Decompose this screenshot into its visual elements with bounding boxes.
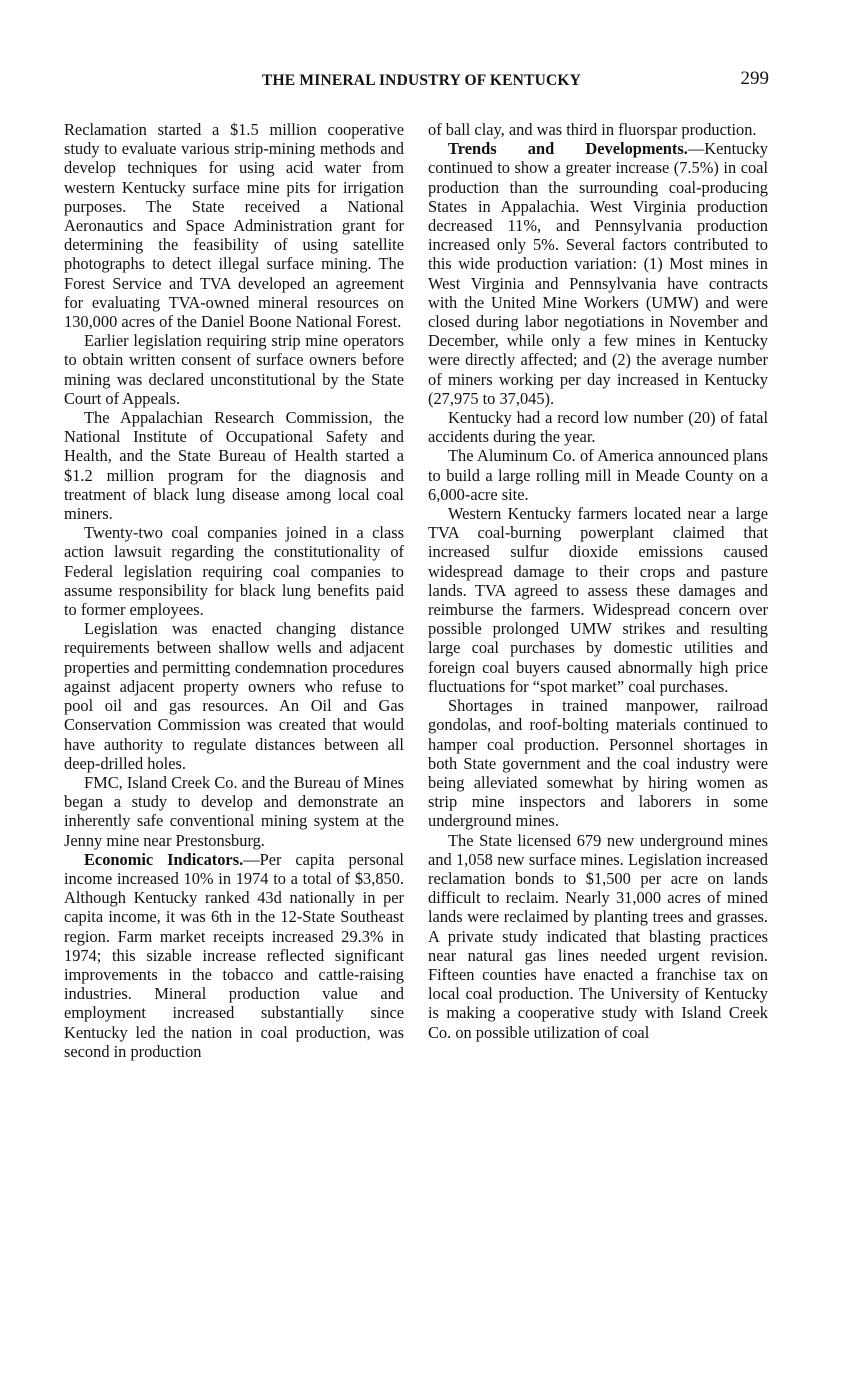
paragraph: Shortages in trained manpower, railroad gondolas, and roof-bolting materials continued to hamper coal production. Personnel shortages in both State government and the coal industry were being alleviated somewhat by hiring women as strip mine inspectors and laborers in some underground mines.: [428, 696, 768, 831]
paragraph: Twenty-two coal companies joined in a class action lawsuit regarding the constitutionality of Federal legislation requiring coal companies to assume responsibility for black lung benefits paid to former employees.: [64, 523, 404, 620]
paragraph: Earlier legislation requiring strip mine operators to obtain written consent of surface owners before mining was declared unconstitutional by the State Court of Appeals.: [64, 331, 404, 408]
running-title: THE MINERAL INDUSTRY OF KENTUCKY: [262, 72, 582, 89]
paragraph: Reclamation started a $1.5 million cooperative study to evaluate various strip-mining methods and develop techniques for using acid water from western Kentucky surface mine pits for irrigation purposes. The State received a National Aeronautics and Space Administration grant for determining the feasibility of using satellite photographs to detect illegal surface mining. The Forest Service and TVA developed an agreement for evaluating TVA-owned mineral resources on 130,000 acres of the Daniel Boone National Forest.: [64, 120, 404, 332]
page-number: 299: [740, 68, 769, 89]
paragraph: Kentucky had a record low number (20) of fatal accidents during the year.: [428, 408, 768, 447]
page-header: [64, 70, 769, 96]
paragraph-trends-developments: Trends and Developments.—Kentucky continued to show a greater increase (7.5%) in coal production than the surrounding coal-producing States in Appalachia. West Virginia production decreased 11%, and Pennsylvania production increased only 5%. Several factors contributed to this wide production variation: (1) Most mines in West Virginia and Pennsylvania have contracts with the United Mine Workers (UMW) and were closed during labor negotiations in November and December, while only a few mines in Kentucky were directly affected; and (2) the average number of miners working per day increased in Kentucky (27,975 to 37,045).: [428, 139, 768, 408]
paragraph: The Aluminum Co. of America announced plans to build a large rolling mill in Meade County on a 6,000-acre site.: [428, 446, 768, 504]
paragraph: The Appalachian Research Commission, the National Institute of Occupational Safety and Health, and the State Bureau of Health started a $1.2 million program for the diagnosis and treatment of black lung disease among local coal miners.: [64, 408, 404, 524]
section-heading: Trends and Developments.: [448, 139, 688, 159]
paragraph: The State licensed 679 new underground mines and 1,058 new surface mines. Legislation increased reclamation bonds to $1,500 per acre on lands difficult to reclaim. Nearly 31,000 acres of mined lands were reclaimed by planting trees and grasses. A private study indicated that blasting practices near natural gas lines needed urgent revision. Fifteen counties have enacted a franchise tax on local coal production. The University of Kentucky is making a cooperative study with Island Creek Co. on possible utilization of coal: [428, 830, 768, 1042]
paragraph: Legislation was enacted changing distance requirements between shallow wells and adjacent properties and permitting condemnation procedures against adjacent property owners who refuse to pool oil and gas resources. An Oil and Gas Conservation Commission was created that would have authority to regulate distances between all deep-drilled holes.: [64, 619, 404, 773]
paragraph: FMC, Island Creek Co. and the Bureau of Mines began a study to develop and demonstrate an inherently safe conventional mining system at the Jenny mine near Prestonsburg.: [64, 772, 404, 850]
paragraph-economic-indicators: Economic Indicators.—Per capita personal income increased 10% in 1974 to a total of $3,850. Although Kentucky ranked 43d nationally in per capita income, it was 6th in the 12-State Southeast region. Farm market receipts increased 29.3% in 1974; this sizable increase reflected significant improvements in the tobacco and cattle-raising industries. Mineral production value and employment increased substantially since Kentucky led the nation in coal production, was second in production: [64, 849, 404, 1061]
right-column: [428, 120, 768, 1042]
section-heading: Economic Indicators.: [84, 849, 244, 869]
paragraph: Western Kentucky farmers located near a large TVA coal-burning powerplant claimed that increased sulfur dioxide emissions caused widespread damage to their crops and pasture lands. TVA agreed to assess these damages and reimburse the farmers. Widespread concern over possible prolonged UMW strikes and resulting large coal purchases by domestic utilities and foreign coal buyers caused abnormally high price fluctuations for “spot market” coal purchases.: [428, 504, 768, 696]
left-column: [64, 120, 404, 1061]
paragraph: of ball clay, and was third in fluorspar production.: [428, 120, 757, 139]
